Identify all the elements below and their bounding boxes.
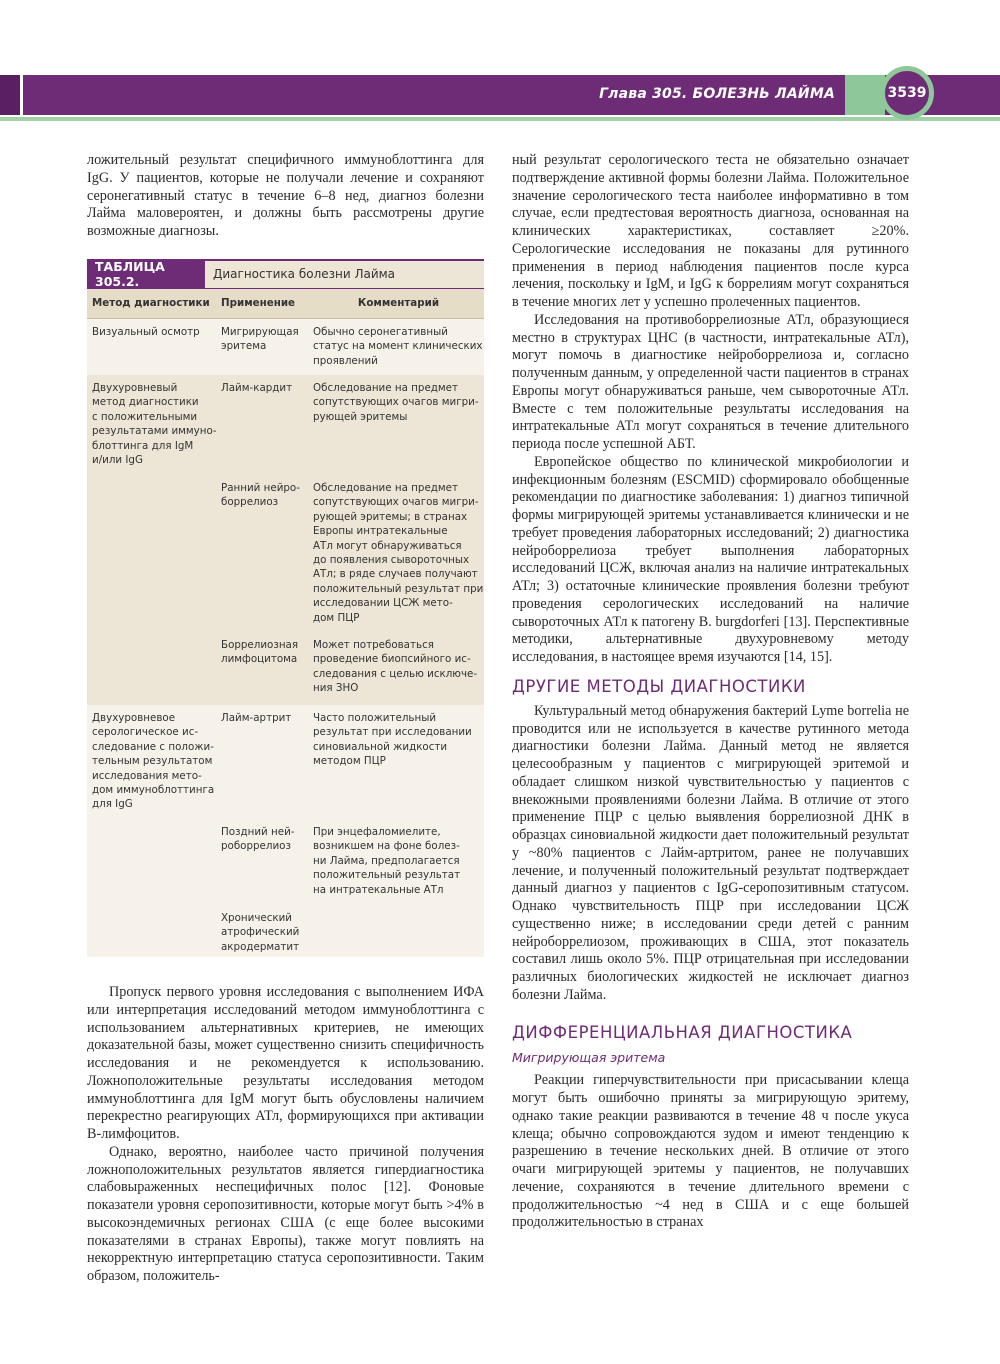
table-group [87,319,484,375]
header-green-rule [0,117,1000,121]
paragraph: Культуральный метод обнаружения бактерий Lyme borrelia не проводится или не используется в качестве рутинного метода диагностики болезни Лайма. Данный метод не является целесообразным у пациентов с мигрирующей эритемой и обладает слишком низкой чувствительностью у пациентов с внекожными проявлениями болезни Лайма. В отличие от этого применение ПЦР с целью выявления боррелиозной ДНК в образцах синовиальной жидкости дает положительный результат у ~80% пациентов с Лайм-артритом, ранее не получавших лечение, и полученный положительный результат подтверждает данный диагноз у пациентов с IgG-серопозитивным статусом. Однако чувствительность ПЦР при исследовании ЦСЖ существенно ниже; в исследовании среди детей с ранним нейроборрелиозом, проживающих в США, этот показатель составил лишь около 5%. ПЦР отрицательная при исследовании различных биологических жидкостей не исключает диагноз болезни Лайма. [512,702,909,1003]
table-cell-application: Поздний ней- роборрелиоз [221,826,295,853]
chapter-title: Глава 305. БОЛЕЗНЬ ЛАЙМА [599,86,835,102]
table-cell-comment: Обследование на предмет сопутствующих очагов мигри- рующей эритемы; в странах Европы интратекальные АТл могут обнаруживаться до появления сывороточных АТл; в ряде случаев получают положительный результат при исследовании ЦСЖ мето- дом ПЦР [313,482,484,624]
table-cell-application: Боррелиозная лимфоцитома [221,639,299,666]
table-caption: Диагностика болезни Лайма [213,267,396,282]
table-cell-method: Двухуровневый метод диагностики с положительными результатами иммуно- блоттинга для IgM и/или IgG [92,382,217,467]
header-green-block [845,75,885,115]
table-cell-comment: При энцефаломиелите, возникшем на фоне болез- ни Лайма, предполагается положительный результат на интратекальные АТл [313,826,461,896]
table-row [87,705,484,819]
section-title-other-methods: ДРУГИЕ МЕТОДЫ ДИАГНОСТИКИ [512,676,806,696]
page-number: 3539 [880,66,934,120]
table-cell-comment: Может потребоваться проведение биопсийного ис- следования с целью исключе- ния ЗНО [313,639,478,695]
subsection-title: Мигрирующая эритема [512,1049,666,1065]
table-header-method: Метод диагностики [92,297,210,310]
table-cell-method-empty [87,638,219,696]
section-title-differential: ДИФФЕРЕНЦИАЛЬНАЯ ДИАГНОСТИКА [512,1022,853,1042]
table-cell-application: Лайм-артрит [221,712,292,724]
table-row [87,819,484,905]
paragraph: Исследования на противоборрелиозные АТл, образующиеся местно в структурах ЦНС (в частности, интратекальные АТл), могут помочь в диагностике нейроборрелиоза и, согласно полученным данным, у определенной части пациентов в странах Европы могут обнаруживаться раньше, чем сывороточные АТл. Вместе с тем положительные результаты исследования на интратекальные АТл могут сохраняться в течение длительного периода после успешной АБТ. [512,311,909,452]
right-column [512,152,909,1232]
table-cell-comment: Часто положительный результат при исследовании синовиальной жидкости методом ПЦР [313,712,472,768]
left-column-top [87,152,484,241]
table-title-bar [87,259,484,289]
table-row [87,375,484,475]
table-header-comment: Комментарий [357,297,440,310]
table-cell-application: Лайм-кардит [221,382,293,394]
table-cell-comment [312,911,484,954]
left-column-bottom [87,984,484,1286]
table-row [87,905,484,960]
table-cell-method-empty [87,481,219,626]
table-cell-method-empty [87,825,219,899]
paragraph: ный результат серологического теста не обязательно означает подтверждение активной формы болезни Лайма. Положительное значение серологического теста наиболее информативно в том случае, если предтестовая вероятность диагноза, основанная на клинических характеристиках, составляет ≥20%. Серологические исследования не показаны для рутинного применения в период наблюдения пациентов после курса лечения, поскольку и IgM, и IgG к боррелиям могут сохраняться в течение многих лет у успешно пролеченных пациентов. [512,152,909,310]
diagnostics-table [87,259,484,956]
table-row [87,475,484,632]
paragraph: Пропуск первого уровня исследования с выполнением ИФА или интерпретация исследований методом иммуноблоттинга с использованием альтернативных критериев, не имеющих доказательной базы, может существенно снизить специфичность исследования и не рекомендуется к использованию. Ложноположительные результаты исследования методом иммуноблоттинга для IgM могут быть обусловлены наличием перекрестно реагирующих АТл, формирующихся при активации В-лимфоцитов. [87,984,484,1142]
table-group [87,375,484,705]
paragraph: ложительный результат специфичного иммуноблоттинга для IgG. У пациентов, которые не получали лечение и сохраняют серонегативный статус в течение 6–8 нед, диагноз болезни Лайма маловероятен, и должны быть рассмотрены другие возможные диагнозы. [87,152,484,239]
table-cell-method: Двухуровневое серологическое ис- следование с положи- тельным результатом исследования мето- дом иммуноблоттинга для IgG [92,712,215,811]
table-cell-comment: Обследование на предмет сопутствующих очагов мигри- рующей эритемы [313,382,479,423]
paragraph: Однако, вероятно, наиболее часто причиной получения ложноположительных результатов является гипердиагностика слабовыраженных неспецифичных полос [12]. Фоновые показатели уровня серопозитивности, которые могут быть >4% в высокоэндемичных регионах США (с еще более высокими показателями в странах Европы), также могут повлиять на некорректную интерпретацию статуса серопозитивности. Таким образом, положитель- [87,1143,484,1284]
table-cell-application: Хронический атрофический акродерматит [221,912,300,953]
table-row [87,319,484,374]
header-left-accent [0,75,23,115]
table-header-application: Применение [221,297,296,310]
table-group [87,705,484,957]
paragraph: Европейское общество по клинической микробиологии и инфекционным болезням (ESCMID) сформировало обобщенные рекомендации по диагностике заболевания: 1) диагноз типичной формы мигрирующей эритемы устанавливается клинически и не требует проведения лабораторных исследований; 2) диагностика нейроборрелиоза требует выполнения лабораторных исследований ЦСЖ, включая анализ на наличие интратекальных АТл; 3) остаточные клинические проявления болезни требуют проведения серологических исследований на наличие сывороточных АТл к патогену B. burgdorferi [13]. Перспективные методики, альтернативные двухуровневому методу исследования, в настоящее время изучаются [14, 15]. [512,453,909,665]
table-cell-method: Визуальный осмотр [92,326,200,338]
table-header-row [87,289,484,319]
table-cell-comment: Обычно серонегативный статус на момент клинических проявлений [313,326,483,367]
table-cell-application: Мигрирующая эритема [221,326,299,353]
table-cell-method-empty [87,911,219,954]
paragraph: Реакции гиперчувствительности при присасывании клеща могут быть ошибочно приняты за мигрирующую эритему, однако такие реакции развиваются в течение 48 ч после укуса клеща; обычно сопровождаются зудом и имеют тенденцию к разрешению в течение нескольких дней. В отличие от этого очаги мигрирующей эритемы у пациентов, не получавших лечение, сохраняются в течение длительного времени с продолжительностью ~4 нед в США и с еще большей продолжительностью в странах [512,1072,909,1231]
table-row [87,632,484,702]
table-cell-application: Ранний нейро- боррелиоз [221,482,300,509]
table-number: ТАБЛИЦА 305.2. [87,261,205,288]
